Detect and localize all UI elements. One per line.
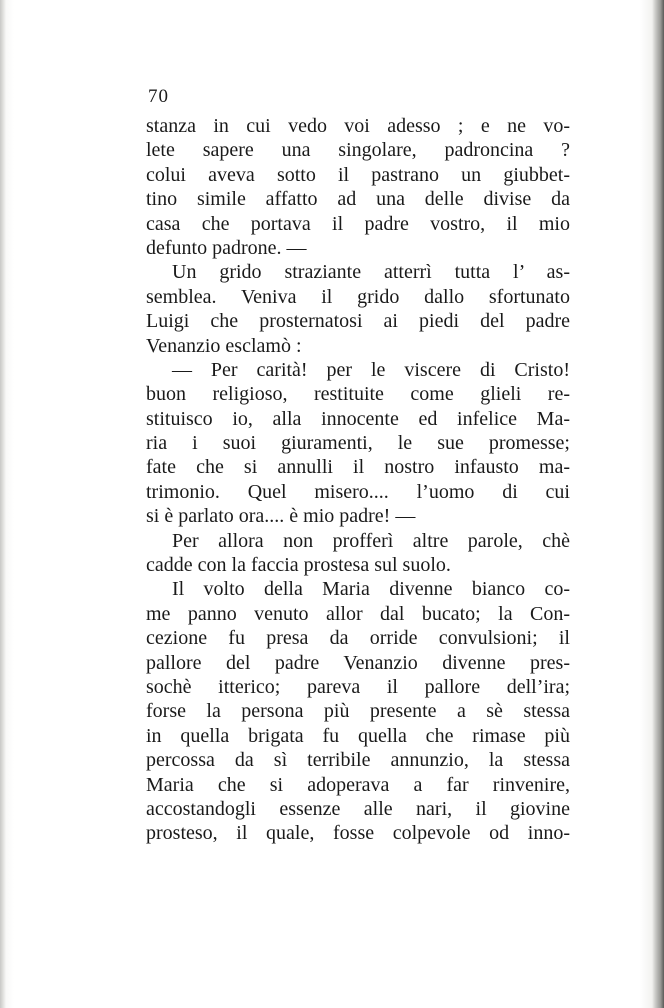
text-line: percossa da sì terribile annunzio, la stessa bbox=[146, 749, 570, 772]
text-line: sochè itterico; pareva il pallore dell’ira; bbox=[146, 675, 570, 698]
text-line: si è parlato ora.... è mio padre! — bbox=[146, 505, 416, 528]
text-line: stituisco io, alla innocente ed infelice Ma- bbox=[146, 407, 570, 430]
text-line: colui aveva sotto il pastrano un giubbet- bbox=[146, 163, 570, 186]
text-line: Un grido straziante atterrì tutta l’ as- bbox=[172, 261, 570, 284]
text-line: stanza in cui vedo voi adesso ; e ne vo- bbox=[146, 115, 570, 137]
text-line: fate che si annulli il nostro infausto ma- bbox=[146, 456, 570, 479]
page-right-edge-shadow bbox=[652, 0, 664, 1008]
text-line: Il volto della Maria divenne bianco co- bbox=[172, 578, 570, 601]
text-line: casa che portava il padre vostro, il mio bbox=[146, 212, 570, 235]
text-line: defunto padrone. — bbox=[146, 236, 307, 259]
text-line: forse la persona più presente a sè stessa bbox=[146, 700, 570, 723]
text-line: pallore del padre Venanzio divenne pres- bbox=[146, 651, 570, 674]
page-number: 70 bbox=[148, 86, 169, 107]
page-left-edge-shadow bbox=[0, 0, 6, 1008]
text-line: trimonio. Quel misero.... l’uomo di cui bbox=[146, 480, 570, 503]
text-line: lete sapere una singolare, padroncina ? bbox=[146, 139, 570, 162]
text-line: cezione fu presa da orride convulsioni; il bbox=[146, 627, 570, 650]
text-line: ria i suoi giuramenti, le sue promesse; bbox=[146, 432, 570, 455]
text-line: Per allora non profferì altre parole, chè bbox=[172, 529, 570, 552]
text-line: buon religioso, restituite come glieli re- bbox=[146, 383, 570, 406]
text-line: — Per carità! per le viscere di Cristo! bbox=[172, 358, 570, 381]
text-line: Maria che si adoperava a far rinvenire, bbox=[146, 773, 570, 796]
text-line: cadde con la faccia prostesa sul suolo. bbox=[146, 554, 451, 577]
text-line: tino simile affatto ad una delle divise da bbox=[146, 188, 570, 211]
text-line: in quella brigata fu quella che rimase più bbox=[146, 724, 570, 747]
text-line: semblea. Veniva il grido dallo sfortunato bbox=[146, 285, 570, 308]
text-line: accostandogli essenze alle nari, il giovine bbox=[146, 797, 570, 820]
text-line: Luigi che prosternatosi ai piedi del padre bbox=[146, 310, 570, 333]
body-text bbox=[146, 114, 570, 846]
text-line: prosteso, il quale, fosse colpevole od inno- bbox=[146, 822, 570, 845]
text-line: Venanzio esclamò : bbox=[146, 334, 302, 357]
text-line: me panno venuto allor dal bucato; la Con- bbox=[146, 602, 570, 625]
